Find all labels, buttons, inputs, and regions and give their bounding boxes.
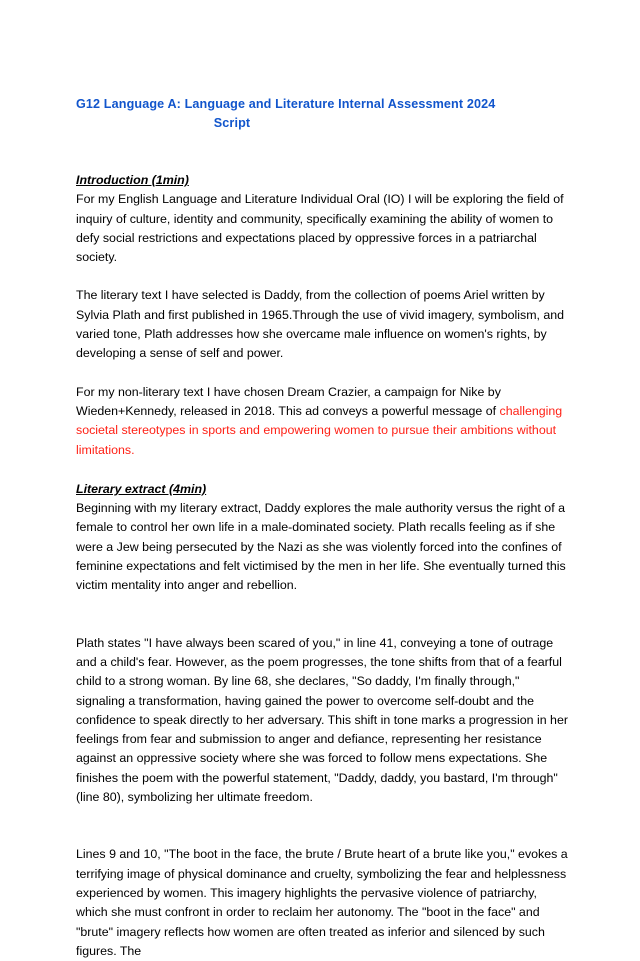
section-heading-introduction: Introduction (1min) [76,173,189,187]
document-title: G12 Language A: Language and Literature Internal Assessment 2024 [76,97,496,111]
paragraph-extract-3: Lines 9 and 10, "The boot in the face, the brute / Brute heart of a brute like you," evokes a terrifying image of physical dominance and cruelty, symbolizing the fear and helplessness experienced by women. This imagery highlights the pervasive violence of patriarchy, which she must confront in order to reclaim her autonomy. The "boot in the face" and "brute" imagery reflects how women are often treated as inferior and silenced by such figures. The [76,847,568,958]
paragraph-intro-2: The literary text I have selected is Daddy, from the collection of poems Ariel written by Sylvia Plath and first published in 1965.Through the use of vivid imagery, symbolism, and varied tone, Plath addresses how she overcame male influence on women's rights, by developing a sense of self and power. [76,288,565,361]
spacer-before-literary-extract [76,460,568,480]
paragraph-extract-1: Beginning with my literary extract, Daddy explores the male authority versus the right of a female to control her own life in a male-dominated society. Plath recalls feeling as if she were a Jew being persecuted by the Nazi as she was violently forced into the confines of feminine expectations and felt victimised by the men in her life. She eventually turned this victim mentality into anger and rebellion. [76,501,566,593]
spacer-extract-1 [76,596,568,634]
spacer-extract-2 [76,807,568,845]
document-subtitle: Script [213,116,251,130]
paragraph-intro-3-plain: For my non-literary text I have chosen Dream Crazier, a campaign for Nike by Wieden+Kennedy, released in 2018. This ad conveys a powerful message of [76,384,501,418]
section-introduction [76,171,568,460]
section-literary-extract [76,480,568,961]
paragraph-intro-3-highlighted: challenging societal stereotypes in sports and empowering women to pursue their ambitions without limitations. [76,403,563,457]
section-heading-literary-extract: Literary extract (4min) [76,481,207,496]
paragraph-intro-1: For my English Language and Literature Individual Oral (IO) I will be exploring the field of inquiry of culture, identity and community, specifically examining the ability of women to defy social restrictions and expectations placed by oppressive forces in a patriarchal society. [76,192,564,265]
paragraph-extract-2: Plath states "I have always been scared of you," in line 41, conveying a tone of outrage and a child's fear. However, as the poem progresses, the tone shifts from that of a fearful child to a strong woman. By line 68, she declares, "So daddy, I'm finally through," signaling a transformation, having gained the power to overcome self-doubt and the confidence to speak directly to her adversary. This shift in tone marks a progression in her feelings from fear and submission to anger and defiance, representing her resistance against an oppressive society where she was forced to follow mens expectations. She finishes the poem with the powerful statement, "Daddy, daddy, you bastard, I'm through" (line 80), symbolizing her ultimate freedom. [76,635,568,805]
paragraph-intro-3 [76,383,568,460]
document-body [76,171,568,961]
